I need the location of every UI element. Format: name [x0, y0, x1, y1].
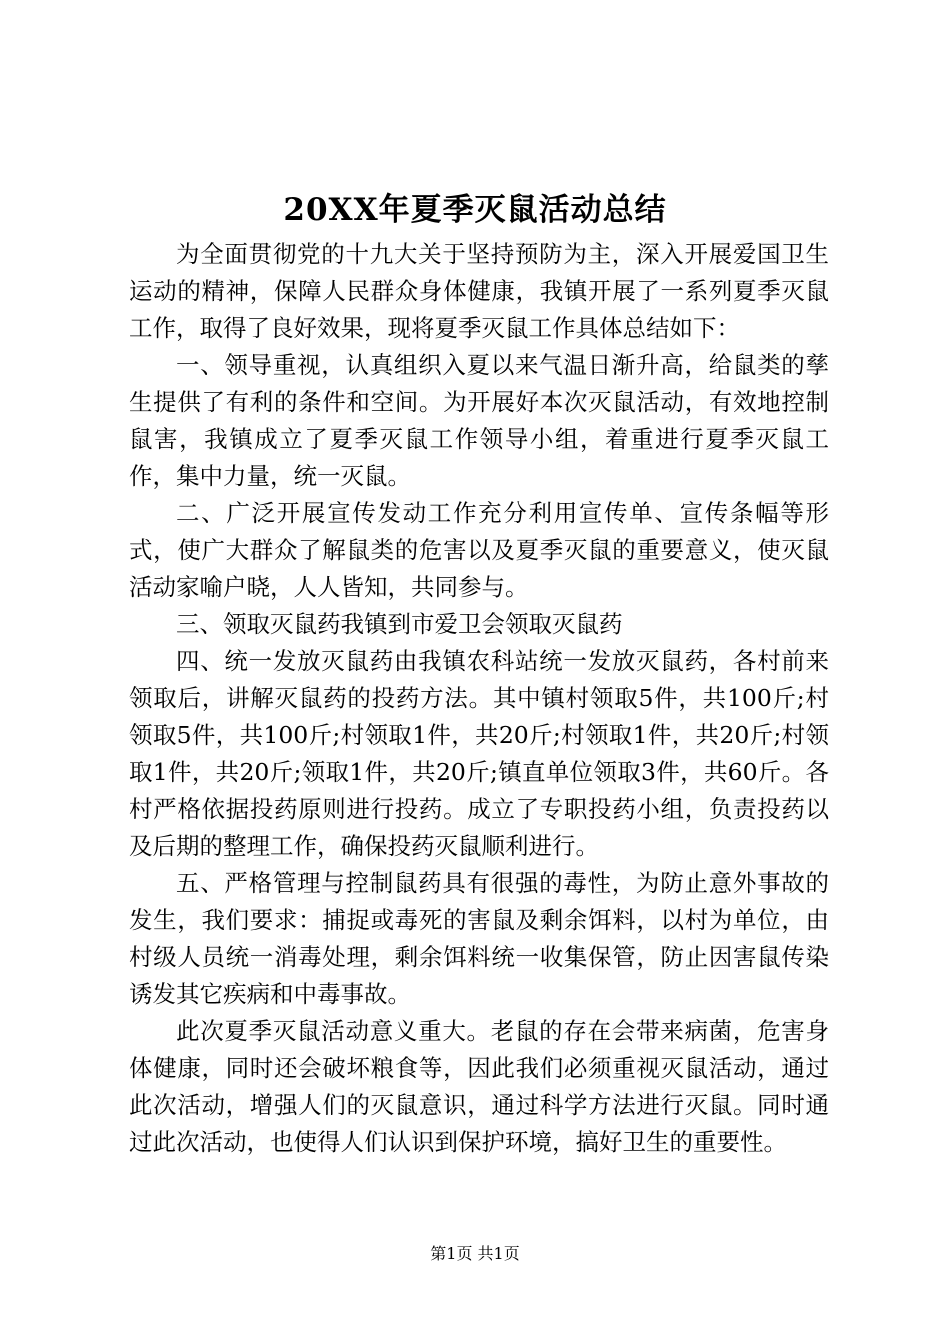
document-title: 20XX年夏季灭鼠活动总结 — [283, 192, 667, 228]
paragraph-section-2: 二、广泛开展宣传发动工作充分利用宣传单、宣传条幅等形式，使广大群众了解鼠类的危害以及夏季灭鼠的重要意义，使灭鼠活动家喻户晓，人人皆知，共同参与。 — [129, 499, 829, 601]
paragraph-intro: 为全面贯彻党的十九大关于坚持预防为主，深入开展爱国卫生运动的精神，保障人民群众身体健康，我镇开展了一系列夏季灭鼠工作，取得了良好效果，现将夏季灭鼠工作具体总结如下： — [129, 240, 829, 342]
document-body — [129, 236, 829, 1161]
paragraph-section-4: 四、统一发放灭鼠药由我镇农科站统一发放灭鼠药，各村前来领取后，讲解灭鼠药的投药方法。其中镇村领取5件，共100斤;村领取5件，共100斤;村领取1件，共20斤;村领取1件，共20斤;村领取1件，共20斤;领取1件，共20斤;镇直单位领取3件，共60斤。各村严格依据投药原则进行投药。成立了专职投药小组，负责投药以及后期的整理工作，确保投药灭鼠顺利进行。 — [129, 647, 829, 860]
paragraph-section-5: 五、严格管理与控制鼠药具有很强的毒性，为防止意外事故的发生，我们要求：捕捉或毒死的害鼠及剩余饵料，以村为单位，由村级人员统一消毒处理，剩余饵料统一收集保管，防止因害鼠传染诱发其它疾病和中毒事故。 — [129, 869, 829, 1008]
paragraph-section-1: 一、领导重视，认真组织入夏以来气温日渐升高，给鼠类的孳生提供了有利的条件和空间。为开展好本次灭鼠活动，有效地控制鼠害，我镇成立了夏季灭鼠工作领导小组，着重进行夏季灭鼠工作，集中力量，统一灭鼠。 — [129, 351, 829, 490]
paragraph-section-3: 三、领取灭鼠药我镇到市爱卫会领取灭鼠药 — [176, 610, 623, 638]
paragraph-conclusion: 此次夏季灭鼠活动意义重大。老鼠的存在会带来病菌，危害身体健康，同时还会破坏粮食等，因此我们必须重视灭鼠活动，通过此次活动，增强人们的灭鼠意识，通过科学方法进行灭鼠。同时通过此次活动，也使得人们认识到保护环境，搞好卫生的重要性。 — [129, 1017, 829, 1156]
page-footer: 第1页 共1页 — [430, 1244, 520, 1263]
